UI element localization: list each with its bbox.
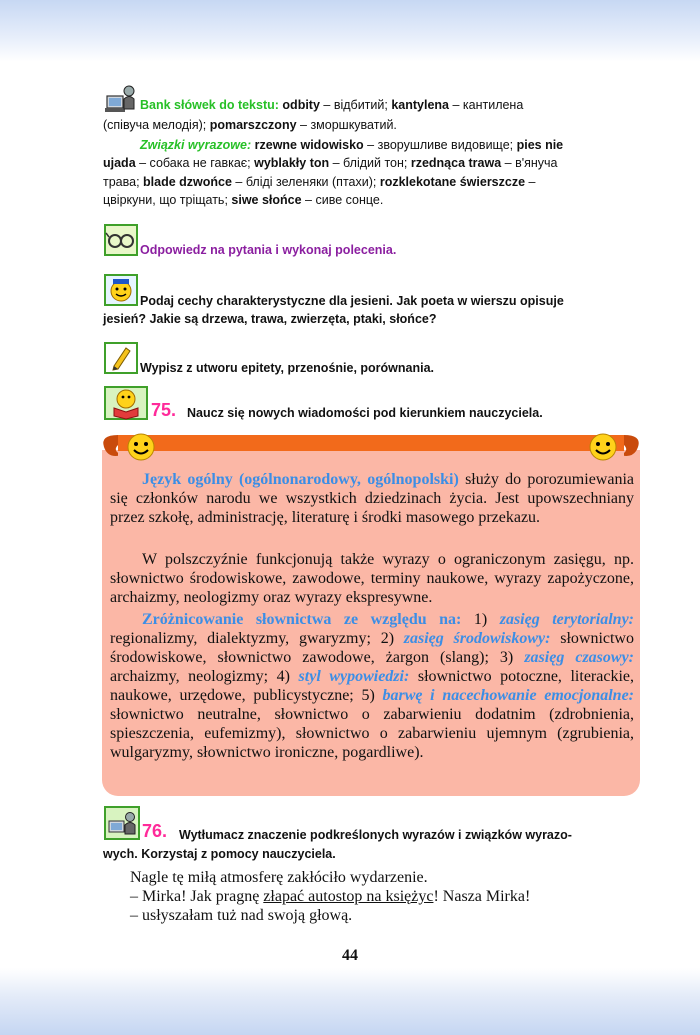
reading-smiley-icon [104, 386, 148, 420]
pencil-icon [104, 342, 138, 374]
zwiazki-line-4 [103, 191, 643, 210]
question-line-2: jesień? Jakie są drzewa, trawa, zwierzęta, ptaki, słońce? [103, 312, 437, 326]
bank-l2-run-0: (співуча мелодія); [103, 118, 210, 132]
zw-l2-run-3: – блідий тон; [329, 156, 411, 170]
rb-p3-run-0: Zróżnicowanie słownictwa ze względu na: [142, 611, 462, 628]
bank-parts-run-2: kantylena [391, 98, 449, 112]
zw-l1-run-1: – зворушливе видовище; [363, 138, 517, 152]
quote-line-1: Nagle tę miłą atmosferę zakłóciło wydarzenie. [130, 869, 428, 886]
zw-l2-run-5: – в'януча [501, 156, 558, 170]
bank-parts-run-3: – кантилена [448, 98, 524, 112]
bank-l2-run-1: pomarszczony [209, 118, 297, 132]
rb-p3-run-7: archaizmy, neologizmy; 4) [110, 668, 299, 685]
rb-p3-run-2: zasięg terytorialny: [499, 611, 634, 628]
rb-p3-run-10: barwę i nacechowanie emocjonalne: [382, 687, 635, 704]
zwiazki-line-2 [103, 154, 643, 173]
exercise-75-number: 75. [151, 400, 177, 420]
bottom-gradient-band [0, 968, 700, 1035]
zw-l2-run-0: ujada [103, 156, 136, 170]
rb-p3-run-4: zasięg środowiskowy: [403, 630, 551, 647]
rb-p3-run-5: słownictwo środowiskowe, słownictwo zawodowe, żargon (slang); 3) [110, 630, 634, 666]
zwiazki-line-3 [103, 173, 643, 192]
bank-label: Bank słówek do tekstu: [140, 98, 279, 112]
bank-parts-run-0: odbity [282, 98, 320, 112]
scroll-ribbon [100, 433, 642, 463]
exercise-76-line-1: Wytłumacz znaczenie podkreślonych wyrazów i związków wyrazo- [179, 828, 572, 842]
rb-p3-run-1: 1) [461, 611, 500, 628]
rule-paragraph-1 [110, 470, 634, 527]
zw-l4-run-1: siwe słońce [231, 193, 302, 207]
zw-l3-run-4: – [525, 175, 536, 189]
zw-l1-run-2: pies nie [516, 138, 564, 152]
glasses-icon [104, 224, 138, 256]
smiley-thinking-icon [104, 274, 138, 306]
rb-p3-run-8: styl wypowiedzi: [298, 668, 410, 685]
zw-l3-run-2: – бліді зеленяки (птахи); [231, 175, 380, 189]
bank-parts-run-1: – відбитий; [319, 98, 392, 112]
bank-l2-run-2: – зморшкуватий. [296, 118, 397, 132]
zw-l2-run-1: – собака не гавкає; [135, 156, 255, 170]
zwiazki-line-1 [140, 136, 643, 155]
zw-l3-run-3: rozklekotane świerszcze [379, 175, 526, 189]
smiley-right-icon [588, 432, 618, 462]
quote-line-2-post: ! Nasza Mirka! [433, 888, 531, 905]
quote-line-3: – usłyszałam tuż nad swoją głową. [130, 907, 353, 924]
page-number: 44 [342, 947, 358, 964]
top-gradient-band [0, 0, 700, 62]
quote-line-2 [130, 887, 530, 906]
zw-l4-run-2: – сиве сонце. [301, 193, 384, 207]
zw-l3-run-0: трава; [103, 175, 144, 189]
rb-p3-run-3: regionalizmy, dialektyzmy, gwaryzmy; 2) [110, 630, 404, 647]
bank-line-1 [140, 96, 643, 115]
bank-line-2 [103, 116, 643, 135]
zw-l1-run-0: rzewne widowisko [251, 138, 364, 152]
rb-p3-run-6: zasięg czasowy: [524, 649, 635, 666]
rule-paragraph-2: W polszczyźnie funkcjonują także wyrazy o ograniczonym zasięgu, np. słownictwo środowiskowe, zawodowe, terminy naukowe, wyrazy zapożyczone, archaizmy, neologizmy oraz wyrazy ekspresywne. [110, 551, 634, 606]
write-instruction: Wypisz z utworu epitety, przenośnie, porównania. [140, 361, 435, 375]
computer-user-icon-2 [104, 806, 140, 840]
zw-l4-run-0: цвіркуни, що тріщать; [103, 193, 232, 207]
exercise-76-number: 76. [142, 821, 168, 841]
quote-line-2-pre: – Mirka! Jak pragnę [130, 888, 264, 905]
rule-paragraph-3 [110, 610, 634, 762]
underlined-phrase: złapać autostop na księżyc [263, 888, 434, 905]
question-line-1: Podaj cechy charakterystyczne dla jesieni. Jak poeta w wierszu opisuje [140, 294, 564, 308]
rb-p1-run-1: służy do porozumiewania się członków narodu we wszystkich dziedzinach życia. Jest upowszechniany przez szkołę, administrację, literaturę i środki masowego przekazu. [110, 471, 635, 526]
computer-user-icon [104, 82, 138, 114]
exercise-75-text: Naucz się nowych wiadomości pod kierunkiem nauczyciela. [187, 406, 543, 420]
rb-p3-run-9: słownictwo potoczne, literackie, naukowe, urzędowe, publicystyczne; 5) [110, 668, 634, 704]
exercise-76-line-2: wych. Korzystaj z pomocy nauczyciela. [103, 847, 336, 861]
zw-l2-run-4: rzednąca trawa [410, 156, 502, 170]
rb-p3-run-11: słownictwo neutralne, słownictwo o zabarwieniu dodatnim (zdrobnienia, spieszczenia, eufemizmy), słownictwo o zabarwieniu ujemnym (zgrubienia, wulgaryzmy, słownictwo ironiczne, pogardliwe). [110, 706, 634, 761]
answer-instruction: Odpowiedz na pytania i wykonaj polecenia. [140, 243, 397, 257]
smiley-left-icon [126, 432, 156, 462]
rb-p1-run-0: Język ogólny (ogólnonarodowy, ogólnopolski) [142, 471, 459, 488]
zwiazki-label: Związki wyrazowe: [140, 138, 252, 152]
zw-l3-run-1: blade dzwońce [143, 175, 232, 189]
zw-l2-run-2: wyblakły ton [254, 156, 330, 170]
